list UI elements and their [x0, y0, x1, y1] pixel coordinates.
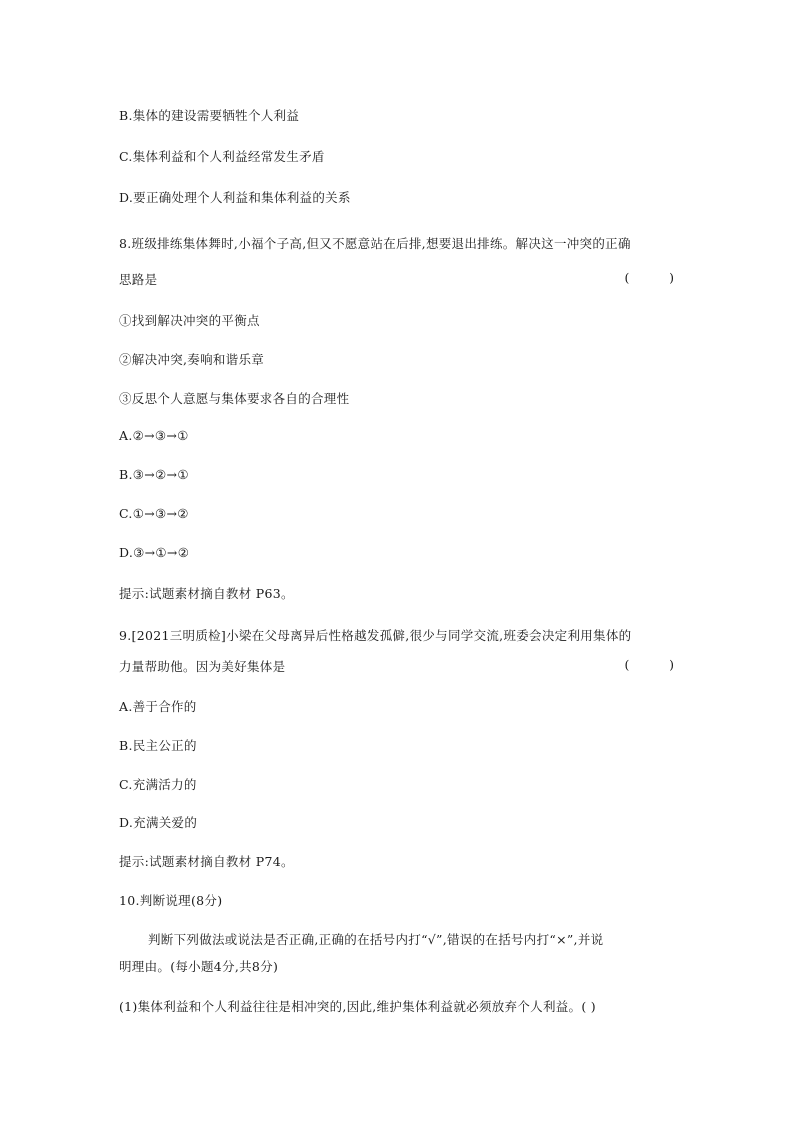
sub-question-1: (1)集体利益和个人利益往往是相冲突的,因此,维护集体利益就必须放弃个人利益。( ) — [119, 999, 596, 1014]
instructions: 判断下列做法或说法是否正确,正确的在括号内打“√”,错误的在括号内打“×”,并说 — [148, 932, 604, 947]
question-title: 10.判断说理(8分) — [119, 893, 223, 908]
option-d: D.要正确处理个人利益和集体利益的关系 — [119, 190, 351, 205]
option-d: D.③→①→② — [119, 545, 190, 560]
option-c: C.集体利益和个人利益经常发生矛盾 — [119, 149, 325, 164]
option-c: C.充满活力的 — [119, 777, 197, 792]
statement-item: ③反思个人意愿与集体要求各自的合理性 — [119, 391, 350, 406]
question-stem-continued: 思路是 — [119, 272, 158, 287]
option-b: B.民主公正的 — [119, 738, 197, 753]
statement-item: ①找到解决冲突的平衡点 — [119, 313, 260, 328]
statement-item: ②解决冲突,奏响和谐乐章 — [119, 352, 265, 367]
instructions-continued: 明理由。(每小题4分,共8分) — [119, 959, 279, 974]
answer-bracket: ( ) — [624, 270, 674, 285]
option-a: A.善于合作的 — [119, 699, 197, 714]
option-b: B.集体的建设需要牺牲个人利益 — [119, 108, 300, 123]
hint-text: 提示:试题素材摘自教材 P63。 — [119, 586, 294, 601]
option-c: C.①→③→② — [119, 506, 189, 521]
option-d: D.充满关爱的 — [119, 815, 198, 830]
hint-text: 提示:试题素材摘自教材 P74。 — [119, 854, 294, 869]
option-a: A.②→③→① — [119, 428, 189, 443]
answer-bracket: ( ) — [624, 657, 674, 672]
question-stem: 8.班级排练集体舞时,小福个子高,但又不愿意站在后排,想要退出排练。解决这一冲突的正确 — [119, 236, 631, 251]
question-stem-continued: 力量帮助他。因为美好集体是 — [119, 659, 286, 674]
option-b: B.③→②→① — [119, 467, 189, 482]
question-stem: 9.[2021三明质检]小梁在父母离异后性格越发孤僻,很少与同学交流,班委会决定利用集体的 — [119, 628, 632, 643]
